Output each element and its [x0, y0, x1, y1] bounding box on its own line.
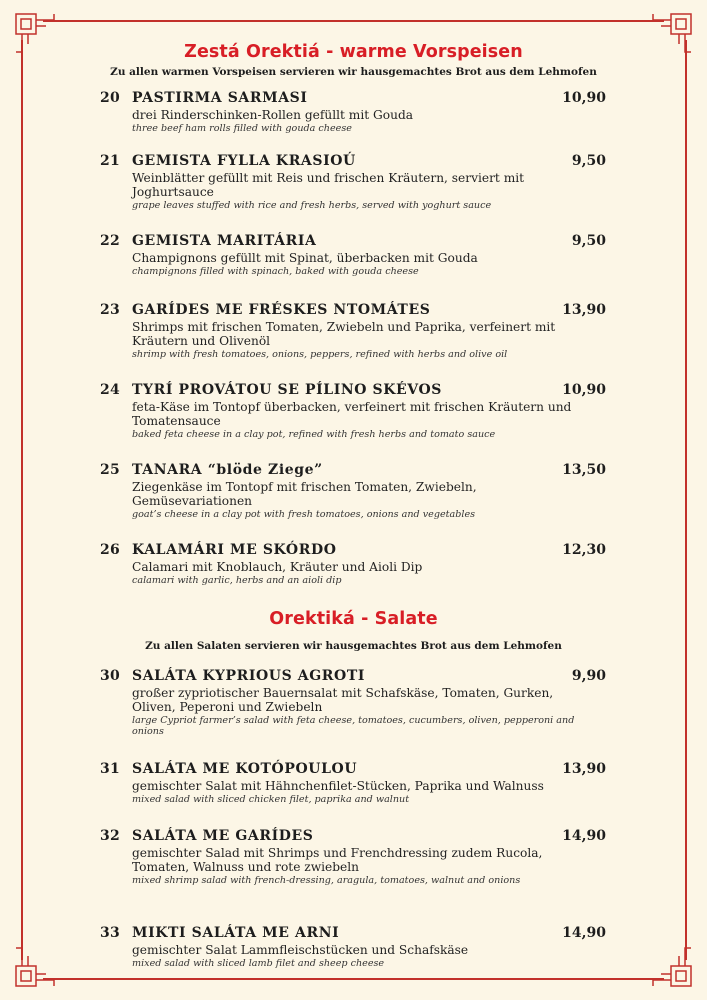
item-description-block — [132, 108, 577, 134]
item-description: Calamari mit Knoblauch, Kräuter und Aioli Dip — [132, 560, 423, 574]
item-name: SALÁTA ME KOTÓPOULOU — [132, 761, 358, 777]
item-description-block — [132, 846, 577, 886]
item-description: Weinblätter gefüllt mit Reis und frischen Kräutern, serviert mit Joghurtsauce — [132, 171, 525, 199]
item-translation: three beef ham rolls filled with gouda cheese — [132, 123, 352, 134]
item-number: 30 — [100, 668, 121, 684]
item-description: großer zypriotischer Bauernsalat mit Schafskäse, Tomaten, Gurken, Oliven, Peperoni und Zwiebeln — [132, 686, 554, 714]
item-number: 32 — [100, 828, 121, 844]
item-number: 21 — [100, 153, 121, 169]
item-description-block — [132, 560, 577, 586]
item-name: SALÁTA ME GARÍDES — [132, 828, 314, 844]
item-price: 10,90 — [562, 90, 606, 106]
item-name: GARÍDES ME FRÉSKES NTOMÁTES — [132, 302, 431, 318]
section-title-salads: Orektiká - Salate — [269, 609, 438, 629]
item-description: Shrimps mit frischen Tomaten, Zwiebeln und Paprika, verfeinert mit Kräutern und Olivenöl — [132, 320, 556, 348]
item-number: 31 — [100, 761, 121, 777]
item-number: 24 — [100, 382, 121, 398]
item-price: 13,90 — [562, 761, 606, 777]
item-price: 14,90 — [562, 828, 606, 844]
item-name: MIKTI SALÁTA ME ARNI — [132, 925, 340, 941]
item-translation: baked feta cheese in a clay pot, refined with fresh herbs and tomato sauce — [132, 429, 496, 440]
item-translation: large Cypriot farmer’s salad with feta cheese, tomatoes, cucumbers, oliven, pepperoni and onions — [132, 715, 575, 737]
item-name: TYRÍ PROVÁTOU SE PÍLINO SKÉVOS — [132, 382, 443, 398]
item-name: SALÁTA KYPRIOUS AGROTI — [132, 668, 366, 684]
item-price: 14,90 — [562, 925, 606, 941]
item-number: 33 — [100, 925, 121, 941]
item-description: feta-Käse im Tontopf überbacken, verfeinert mit frischen Kräutern und Tomatensauce — [132, 400, 572, 428]
item-name: PASTIRMA SARMASI — [132, 90, 308, 106]
item-name: TANARA “blöde Ziege” — [132, 462, 323, 478]
item-price: 13,50 — [562, 462, 606, 478]
item-description-block — [132, 251, 577, 277]
item-translation: grape leaves stuffed with rice and fresh herbs, served with yoghurt sauce — [132, 200, 492, 211]
item-translation: mixed shrimp salad with french-dressing, aragula, tomatoes, walnut and onions — [132, 875, 521, 886]
item-translation: mixed salad with sliced lamb filet and sheep cheese — [132, 958, 385, 969]
item-price: 12,30 — [562, 542, 606, 558]
item-number: 26 — [100, 542, 121, 558]
item-description-block — [132, 686, 577, 737]
item-translation: mixed salad with sliced chicken filet, paprika and walnut — [132, 794, 410, 805]
section-note-salads: Zu allen Salaten servieren wir hausgemachtes Brot aus dem Lehmofen — [145, 640, 562, 652]
item-name: KALAMÁRI ME SKÓRDO — [132, 542, 337, 558]
section-title-warm-starters: Zestá Orektiá - warme Vorspeisen — [184, 42, 523, 62]
item-name: GEMISTA FYLLA KRASIOÚ — [132, 153, 356, 169]
item-number: 20 — [100, 90, 121, 106]
section-note-warm-starters: Zu allen warmen Vorspeisen servieren wir hausgemachtes Brot aus dem Lehmofen — [110, 66, 597, 78]
item-price: 10,90 — [562, 382, 606, 398]
item-translation: goat’s cheese in a clay pot with fresh tomatoes, onions and vegetables — [132, 509, 476, 520]
item-description-block — [132, 480, 577, 520]
item-description: gemischter Salat Lammfleischstücken und Schafskäse — [132, 943, 469, 957]
item-description-block — [132, 943, 577, 969]
item-price: 13,90 — [562, 302, 606, 318]
item-description-block — [132, 171, 577, 211]
item-description: drei Rinderschinken-Rollen gefüllt mit Gouda — [132, 108, 414, 122]
item-description: gemischter Salat mit Hähnchenfilet-Stücken, Paprika und Walnuss — [132, 779, 544, 793]
item-number: 23 — [100, 302, 121, 318]
item-price: 9,90 — [571, 668, 606, 684]
item-description: Ziegenkäse im Tontopf mit frischen Tomaten, Zwiebeln, Gemüsevariationen — [132, 480, 477, 508]
item-description: Champignons gefüllt mit Spinat, überbacken mit Gouda — [132, 251, 478, 265]
item-price: 9,50 — [571, 153, 606, 169]
item-translation: champignons filled with spinach, baked with gouda cheese — [132, 266, 419, 277]
item-number: 25 — [100, 462, 121, 478]
item-price: 9,50 — [571, 233, 606, 249]
item-description: gemischter Salad mit Shrimps und Frenchdressing zudem Rucola, Tomaten, Walnuss und rote zwiebeln — [132, 846, 543, 874]
item-description-block — [132, 779, 577, 805]
item-number: 22 — [100, 233, 121, 249]
item-translation: calamari with garlic, herbs and an aioli dip — [132, 575, 342, 586]
item-description-block — [132, 400, 577, 440]
item-name: GEMISTA MARITÁRIA — [132, 233, 317, 249]
item-description-block — [132, 320, 577, 360]
item-translation: shrimp with fresh tomatoes, onions, peppers, refined with herbs and olive oil — [132, 349, 508, 360]
